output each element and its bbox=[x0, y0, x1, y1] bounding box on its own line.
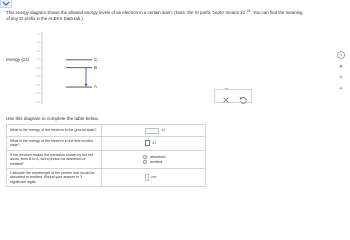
unit-label: nm bbox=[151, 175, 157, 180]
periodic-table-button[interactable] bbox=[336, 72, 346, 81]
undo-icon bbox=[237, 95, 249, 105]
data-icon: ▤ bbox=[339, 85, 343, 90]
tick-label: –125 bbox=[34, 75, 40, 78]
collapse-button[interactable] bbox=[0, 0, 12, 8]
level-lines bbox=[66, 60, 92, 87]
wavelength-input[interactable] bbox=[145, 174, 149, 181]
level-label-b: B bbox=[94, 64, 98, 70]
question-first-excited-state: What is the energy of the electron in the first excited state? bbox=[7, 137, 102, 151]
ground-state-energy-input[interactable] bbox=[145, 128, 159, 134]
right-toolbar bbox=[336, 50, 348, 94]
tick-label: 0 bbox=[38, 32, 40, 36]
help-button[interactable] bbox=[336, 50, 346, 59]
calculator-button[interactable] bbox=[336, 61, 346, 70]
absorbed-radio[interactable] bbox=[143, 155, 202, 159]
question-absorbed-or-emitted: If the electron makes the transition shown by the red arrow, from B to A, will a photon be absorbed or emitted? bbox=[7, 150, 102, 168]
intro-text-end: . You can find the meaning of any SI prefix in the ALEKS Data tab.) bbox=[6, 10, 303, 22]
table-row bbox=[7, 137, 206, 151]
tick-label: –25 bbox=[35, 41, 40, 44]
help-icon bbox=[337, 51, 345, 59]
unit-label: zJ bbox=[152, 141, 156, 146]
absorbed-label: absorbed bbox=[150, 154, 166, 159]
level-label-c: C bbox=[94, 56, 98, 62]
diagram-svg bbox=[6, 30, 126, 108]
svg-text:?: ? bbox=[339, 52, 343, 58]
first-excited-energy-input[interactable] bbox=[145, 140, 150, 146]
tick-label: –100 bbox=[34, 66, 40, 70]
data-button[interactable] bbox=[336, 83, 346, 92]
close-icon bbox=[220, 95, 232, 105]
chevron-down-icon bbox=[2, 1, 10, 6]
energy-diagram bbox=[6, 30, 126, 108]
level-label-a: A bbox=[94, 84, 98, 90]
clear-button[interactable] bbox=[220, 92, 232, 102]
table-instructions: Use this diagram to complete the table below. bbox=[6, 116, 99, 121]
intro-exponent: −21 bbox=[244, 9, 251, 13]
unit-label: zJ bbox=[161, 128, 165, 133]
tick-label: –75 bbox=[35, 58, 40, 61]
intro-text: This energy diagram shows the allowed energy levels of an electron in a certain atom. (Note: the SI prefix 'zepto' means 10 bbox=[6, 10, 245, 15]
answer-table bbox=[6, 124, 206, 187]
table-row bbox=[7, 169, 206, 187]
calculator-icon: ▦ bbox=[339, 63, 343, 68]
tick-label: –150 bbox=[34, 83, 40, 87]
problem-statement bbox=[6, 10, 306, 22]
reset-button[interactable] bbox=[237, 92, 249, 102]
question-ground-state: What is the energy of the electron in the ground state? bbox=[7, 125, 102, 137]
energy-axis-label: energy (zJ) bbox=[6, 57, 29, 62]
periodic-table-icon: Ar bbox=[339, 74, 343, 79]
transition-arrow bbox=[85, 68, 88, 87]
tick-label: –50 bbox=[35, 49, 40, 53]
tick-label: –200 bbox=[34, 100, 40, 104]
answer-tools bbox=[214, 89, 252, 103]
tick-label: –175 bbox=[34, 92, 40, 95]
emitted-label: emitted bbox=[150, 159, 163, 164]
table-row bbox=[7, 125, 206, 137]
table-row bbox=[7, 150, 206, 168]
emitted-radio[interactable] bbox=[143, 160, 202, 164]
question-wavelength: Calculate the wavelength of the photon that would be absorbed or emitted. Round your answer to 3 significant digits. bbox=[7, 169, 102, 187]
